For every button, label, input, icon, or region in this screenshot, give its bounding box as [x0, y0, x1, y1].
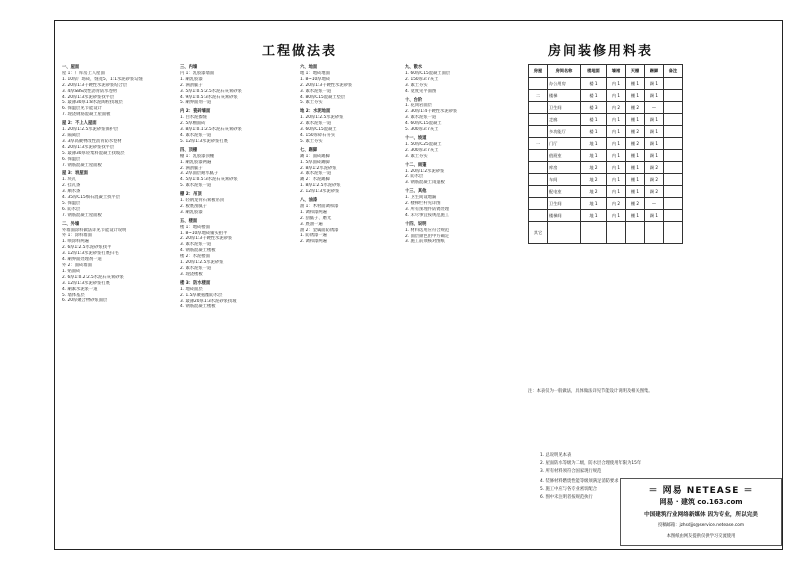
spec-line: 3. 素土夯实: [405, 82, 428, 88]
table-cell: —: [644, 102, 663, 114]
spec-line: 3. 12厚1:3水泥砂浆打底扫毛: [62, 251, 119, 257]
spec-line: 棚 1：乳胶漆顶棚: [180, 153, 215, 159]
table-cell: 踢 1: [644, 78, 663, 90]
spec-line: 地 1：地砖地面: [300, 70, 330, 76]
table-cell: [663, 222, 682, 244]
table-cell: 楼 1: [580, 90, 606, 102]
spec-line: 5. 最薄30厚1:8水泥陶粒找坡层: [62, 100, 123, 106]
section-heading: 三、内墙: [180, 65, 198, 70]
table-cell: 棚 1: [625, 162, 644, 174]
table-cell: 卫生间: [548, 102, 581, 114]
spec-line: 4. 20厚1:3水泥砂浆找平层: [62, 94, 115, 100]
table-row: [529, 114, 683, 126]
spec-line: 内 1：乳胶漆墙面: [180, 70, 215, 76]
spec-line: 4. 未尽事宜按规范施工: [405, 212, 450, 218]
stamp-disclaimer: 本图纸由网友提供仅供学习交流使用: [666, 534, 736, 539]
spec-line: 2. 满刮腻子: [180, 165, 203, 171]
table-cell: 棚 1: [625, 210, 644, 222]
table-cell: 配电室: [548, 186, 581, 198]
table-cell: 内 1: [606, 186, 625, 198]
spec-line: 2. 30厚1:4干硬性水泥砂浆: [405, 109, 458, 115]
table-row: [529, 90, 683, 102]
spec-line: 外 2：面砖墙面: [62, 263, 92, 268]
spec-line: 1. 8~10厚地砖: [300, 76, 331, 82]
table-cell: [529, 114, 548, 126]
spec-line: 1. 20厚1:2.5水泥砂浆: [180, 260, 224, 266]
table-cell: [663, 114, 682, 126]
spec-line: 1. 轻钢龙骨石膏板吊顶: [180, 198, 225, 204]
spec-line: 3. 12厚1:3水泥砂浆打底: [62, 280, 110, 286]
spec-line: 1. 刷乳胶漆: [180, 76, 203, 82]
table-cell: 车间: [548, 174, 581, 186]
table-row: [529, 150, 683, 162]
section-heading: 八、油漆: [300, 198, 318, 204]
table-cell: [606, 222, 625, 244]
spec-line: 2. 满刮腻子: [180, 82, 203, 88]
spec-line: 5. 300厚3:7灰土: [405, 127, 439, 133]
table-cell: [663, 186, 682, 198]
table-cell: 棚 1: [625, 150, 644, 162]
table-cell: 楼梯: [548, 90, 581, 102]
table-row: [529, 210, 683, 222]
header-cell: 天棚: [625, 65, 644, 78]
table-body: [529, 78, 683, 244]
table-cell: 内 1: [606, 138, 625, 150]
spec-line: 1. 20厚1:2.5水泥砂浆: [300, 115, 344, 121]
spec-line: 4. 5厚1:0.5:3水泥石灰膏砂浆: [180, 177, 238, 183]
spec-line: 6. 保温层: [62, 156, 81, 162]
table-cell: 内 1: [606, 126, 625, 138]
table-cell: 楼梯间: [548, 210, 581, 222]
spec-line: 6. 20厚聚合物砂浆面层: [62, 298, 108, 304]
table-cell: [529, 186, 548, 198]
spec-line: 6. 保温层见节能设计: [62, 106, 102, 112]
spec-line: 4. 60厚C15混凝土: [405, 121, 442, 127]
table-row: [529, 138, 683, 150]
spec-line: 1. 花岗岩面层: [405, 103, 432, 109]
spec-line: 2. 面层颜色由甲方确定: [405, 233, 450, 239]
table-cell: 棚 2: [625, 126, 644, 138]
table-cell: 其它: [529, 222, 548, 244]
section-heading: 七、踢脚: [300, 147, 318, 153]
table-cell: 值班室: [548, 150, 581, 162]
spec-line: 7. 钢筋混凝土屋面板: [62, 212, 102, 218]
spec-line: 1. 防锈漆一遍: [300, 233, 327, 239]
spec-line: 5. 素水泥浆一道: [180, 183, 212, 189]
spec-line: 6. 防水层: [62, 206, 81, 212]
section-heading: 地 2：水泥地面: [300, 109, 331, 115]
section-heading: 内 2：瓷砖墙面: [180, 109, 211, 115]
table-cell: 一: [529, 138, 548, 150]
spec-line: 5. 保温层: [62, 200, 81, 206]
spec-line: 2. 300厚3:7灰土: [405, 147, 439, 153]
section-heading: 屋 3：坡屋面: [62, 171, 88, 177]
table-cell: 库房: [548, 162, 581, 174]
spec-line: 5. 素土夯实: [300, 100, 323, 106]
spec-line: 3. 钢筋混凝土雨篷板: [405, 180, 445, 186]
spec-line: 1. 10厚广场砖，缝宽5，1:1水泥砂浆勾缝: [62, 76, 143, 82]
spec-line: 2. 12厚1:3水泥砂浆: [300, 189, 340, 195]
table-cell: [529, 126, 548, 138]
table-row: [529, 174, 683, 186]
table-cell: 棚 2: [625, 198, 644, 210]
spec-line: 3. 底油一遍: [300, 221, 323, 227]
table-cell: [663, 138, 682, 150]
table-cell: [625, 222, 644, 244]
header-cell: 墙裙: [606, 65, 625, 78]
spec-line: 5. 墙体基层: [62, 292, 85, 298]
spec-line: 2. 6厚1:2.5水泥砂浆找平: [62, 245, 112, 251]
spec-line: 1. 8厚1:2.5水泥砂浆: [300, 183, 341, 189]
spec-line: 5. 12厚1:3水泥砂浆打底: [180, 138, 228, 144]
table-cell: 内 1: [606, 162, 625, 174]
section-heading: 屋 2：不上人屋面: [62, 121, 97, 127]
finish-schedule-table: [528, 64, 683, 244]
header-cell: 房屋: [529, 65, 548, 78]
section-heading: 十一、坡道: [405, 135, 427, 141]
table-cell: 地 1: [580, 150, 606, 162]
table-cell: 内 1: [606, 78, 625, 90]
section-heading: 十三、其他: [405, 189, 427, 195]
spec-line: 2. 5厚釉面砖: [180, 121, 206, 127]
spec-line: 3. 3厚高聚物改性沥青防水卷材: [62, 138, 122, 144]
spec-line: 2. 防水层: [405, 174, 424, 180]
table-cell: [663, 150, 682, 162]
table-cell: [529, 198, 548, 210]
spec-line: 2. 20厚1:3干硬性水泥砂浆: [300, 82, 353, 88]
spec-line: 3. 现浇楼板: [180, 271, 203, 277]
spec-line: 踢 2：水泥踢脚: [300, 177, 330, 183]
spec-line: 1. 刷乳胶漆两遍: [180, 159, 212, 165]
table-header-row: [529, 65, 683, 78]
spec-line: 2. 挂瓦条: [62, 183, 81, 189]
spec-line: 屋 1：厂库房上人屋面: [62, 70, 105, 76]
spec-column-4: [405, 62, 505, 245]
table-cell: 办公用房: [548, 78, 581, 90]
spec-line: 1. 5厚面砖踢脚: [300, 159, 330, 165]
spec-column-2: [180, 62, 290, 310]
spec-line: 2. 8厚1:2水泥砂浆: [300, 165, 337, 171]
spec-line: 2. 6厚1:0.2:2.5水泥石灰膏砂浆: [62, 274, 124, 280]
table-cell: 踢 1: [644, 90, 663, 102]
section-heading: 六、地面: [300, 65, 318, 70]
stamp-site: 网易 · 建筑 co.163.com: [659, 498, 743, 506]
table-cell: 踢 1: [644, 114, 663, 126]
spec-column-3: [300, 62, 400, 245]
stamp-slogan: 中国建筑行业网络新媒体 因为专业，所以完美: [644, 512, 758, 518]
spec-line: 3. 素水泥浆一道: [300, 171, 332, 177]
spec-line: 4. 刷界面处理剂一道: [62, 257, 102, 263]
spec-line: 外墙面涂料做法详见节能设计说明: [62, 227, 127, 233]
section-heading: 楼 3：防水楼面: [180, 280, 211, 286]
spec-line: 4. 宽度见平面图: [405, 88, 437, 94]
header-cell: 楼地面: [580, 65, 606, 78]
spec-line: 1. 贴面砖: [62, 268, 81, 274]
right-table-title: 房间装修用料表: [548, 44, 654, 59]
table-cell: 多功能厅: [548, 126, 581, 138]
spec-line: 1. 60厚C15混凝土面层: [405, 70, 451, 76]
section-heading: 五、楼面: [180, 218, 198, 224]
table-cell: 地 2: [580, 186, 606, 198]
stamp-email: 投稿邮箱：jzhsdjjs@service.netease.com: [657, 523, 745, 528]
table-cell: [529, 174, 548, 186]
table-cell: 踢 1: [644, 126, 663, 138]
table-cell: 二: [529, 90, 548, 102]
table-cell: 楼 1: [580, 126, 606, 138]
section-heading: 九、散水: [405, 65, 423, 70]
spec-line: 2. 150厚3:7灰土: [405, 76, 439, 82]
note-line: 4. 装修材料燃烧性能等级须满足消防要求: [540, 479, 619, 484]
spec-line: 5. 最薄30厚轻集料混凝土找坡层: [62, 150, 125, 156]
table-cell: [663, 210, 682, 222]
spec-line: 2. 素水泥浆一道: [300, 121, 332, 127]
spec-line: 2. 1.5厚聚氨酯防水层: [180, 292, 223, 298]
spec-line: 4. 素水泥浆一道: [180, 132, 212, 138]
section-heading: 十四、说明: [405, 221, 427, 227]
section-heading: 十二、雨篷: [405, 162, 427, 168]
spec-line: 1. 20厚1:2.5水泥砂浆保护层: [62, 127, 119, 133]
table-cell: 棚 2: [625, 138, 644, 150]
table-cell: [663, 198, 682, 210]
spec-line: 楼 1：地砖楼面: [180, 224, 210, 230]
spec-line: 1. 块瓦: [62, 177, 77, 183]
spec-line: 3. 素水泥浆一道: [180, 242, 212, 248]
spec-line: 3. 60厚C15混凝土: [300, 127, 337, 133]
spec-line: 2. 楼梯栏杆见详图: [405, 201, 441, 207]
spec-line: 油 2：金属面防锈漆: [300, 227, 339, 233]
spec-line: 4. 钢筋混凝土楼板: [180, 248, 216, 254]
table-cell: 棚 1: [625, 174, 644, 186]
table-cell: [529, 150, 548, 162]
spec-line: 3. 素水泥浆一道: [405, 115, 437, 121]
table-cell: 地 1: [580, 198, 606, 210]
table-cell: —: [644, 198, 663, 210]
spec-line: 油 1：木材面调和漆: [300, 203, 339, 209]
spec-line: 3. 素土夯实: [405, 153, 428, 159]
spec-line: 4. 刷素水泥浆一道: [62, 286, 98, 292]
table-cell: [663, 90, 682, 102]
table-cell: 踢 2: [644, 186, 663, 198]
spec-line: 2. 素水泥浆一道: [180, 266, 212, 271]
table-cell: [529, 210, 548, 222]
spec-line: 2. 板底刮腻子: [180, 203, 207, 209]
table-cell: 内 1: [606, 150, 625, 162]
spec-line: 1. 地砖面层: [180, 286, 203, 292]
spec-line: 5. 刷界面剂一道: [180, 100, 212, 106]
note-line: 注：本表仅为一般做法，具体做法详见节能设计说明及相关图集。: [528, 389, 653, 394]
spec-line: 4. 150厚碎石夯实: [300, 132, 336, 138]
spec-line: 1. 50厚C25混凝土: [405, 141, 442, 147]
table-cell: 楼 1: [580, 114, 606, 126]
spec-column-1: [62, 62, 172, 304]
table-cell: 楼 1: [580, 78, 606, 90]
section-heading: 二、外墙: [62, 221, 80, 227]
spec-line: 1. 调和漆两遍: [300, 209, 327, 215]
spec-line: 1. 卫生间设地漏: [405, 195, 437, 201]
table-cell: [548, 222, 581, 244]
table-cell: 内 2: [606, 198, 625, 210]
table-row: [529, 78, 683, 90]
spec-line: 2. 隔离层: [62, 132, 81, 138]
table-cell: 地 1: [580, 138, 606, 150]
spec-line: 楼 2：水泥楼面: [180, 254, 210, 260]
table-cell: [580, 222, 606, 244]
section-heading: 一、屋面: [62, 65, 80, 70]
table-cell: [644, 222, 663, 244]
table-cell: 踢 1: [644, 138, 663, 150]
spec-line: 外 1：涂料墙面: [62, 233, 92, 239]
table-cell: [529, 162, 548, 174]
section-heading: 十、台阶: [405, 97, 423, 103]
spec-line: 4. 9厚1:0.5:3水泥石灰膏砂浆: [180, 94, 238, 100]
spec-line: 7. 现浇钢筋混凝土屋面板: [62, 112, 111, 118]
note-line: 6. 图中未注明者按规范执行: [540, 495, 593, 500]
table-cell: [663, 174, 682, 186]
header-cell: 备注: [663, 65, 682, 78]
spec-line: 1. 20厚1:2水泥砂浆: [405, 168, 445, 174]
spec-line: 4. 20厚1:3水泥砂浆找平层: [62, 144, 115, 150]
spec-line: 1. 白水泥擦缝: [180, 115, 207, 121]
spec-line: 2. 刮腻子、磨光: [300, 215, 332, 221]
table-cell: 踢 1: [644, 210, 663, 222]
table-cell: 卫生间: [548, 198, 581, 210]
stamp-brand: ＝ 网易 NETEASE ＝: [648, 486, 754, 496]
table-cell: [663, 162, 682, 174]
spec-line: 3. 顺水条: [62, 189, 81, 195]
table-cell: 门厅: [548, 138, 581, 150]
spec-line: 3. 2厚面层耐水腻子: [180, 171, 219, 177]
table-cell: 踢 2: [644, 162, 663, 174]
table-row: [529, 126, 683, 138]
table-cell: 内 2: [606, 102, 625, 114]
spec-line: 1. 材料选用应符合规范: [405, 227, 450, 233]
table-cell: 内 1: [606, 210, 625, 222]
table-cell: [529, 102, 548, 114]
spec-line: 3. 所有预埋件防锈处理: [405, 206, 450, 212]
table-cell: 棚 1: [625, 90, 644, 102]
table-cell: 棚 1: [625, 186, 644, 198]
spec-line: 5. 素土夯实: [300, 138, 323, 144]
table-cell: 内 1: [606, 174, 625, 186]
table-row: [529, 186, 683, 198]
table-cell: 内 1: [606, 114, 625, 126]
table-cell: [663, 126, 682, 138]
table-cell: [663, 102, 682, 114]
table-cell: [663, 78, 682, 90]
spec-line: 踢 1：面砖踢脚: [300, 153, 330, 159]
spec-line: 1. 8~10厚地砖铺实拍平: [180, 230, 228, 236]
spec-line: 3. 8厚1:0.1:2.5水泥石灰膏砂浆: [180, 127, 242, 133]
table-row: [529, 198, 683, 210]
spec-line: 2. 20厚1:3干硬性水泥砂浆: [180, 236, 233, 242]
table-cell: 内 1: [606, 90, 625, 102]
spec-line: 7. 钢筋混凝土屋面板: [62, 162, 102, 168]
spec-line: 3. 刷乳胶漆: [180, 209, 203, 215]
table-cell: 踢 2: [644, 174, 663, 186]
spec-line: 4. 80厚C15混凝土垫层: [300, 94, 346, 100]
spec-line: 3. 5厚1:0.5:2.5水泥石灰膏砂浆: [180, 88, 242, 94]
table-cell: 踢 1: [644, 150, 663, 162]
spec-line: 3. 素水泥浆一道: [300, 88, 332, 94]
section-heading: 四、顶棚: [180, 147, 198, 153]
table-cell: 棚 1: [625, 114, 644, 126]
table-cell: 地 2: [580, 162, 606, 174]
header-cell: 房间名称: [548, 65, 581, 78]
spec-line: 3. 最薄20厚1:3水泥砂浆找坡: [180, 298, 237, 304]
table-cell: 棚 1: [625, 78, 644, 90]
left-table-title: 工程做法表: [262, 44, 338, 59]
spec-line: 3. 施工前须核对图纸: [405, 239, 445, 245]
table-cell: 地 1: [580, 210, 606, 222]
section-heading: 棚 2：吊顶: [180, 192, 202, 198]
note-line: 3. 所有材料须符合国家现行规范: [540, 469, 602, 474]
table-cell: 棚 2: [625, 102, 644, 114]
table-cell: 楼 3: [580, 102, 606, 114]
spec-line: 2. 调和漆两遍: [300, 239, 327, 245]
table-row: [529, 162, 683, 174]
spec-line: 1. 喷涂料两遍: [62, 239, 89, 245]
note-line: 2. 屋面防水等级为二级，防水层合理使用年限为15年: [540, 461, 642, 466]
spec-line: 4. 35厚C15细石混凝土找平层: [62, 195, 121, 201]
table-row: [529, 222, 683, 244]
netease-watermark-stamp: [620, 478, 782, 546]
table-cell: 地 2: [580, 174, 606, 186]
table-row: [529, 102, 683, 114]
spec-line: 2. 20厚1:3干硬性水泥砂浆结合层: [62, 82, 128, 88]
spec-line: 3. 4厚SBS改性沥青防水卷材: [62, 88, 118, 94]
spec-line: 4. 钢筋混凝土楼板: [180, 304, 216, 310]
note-line: 5. 施工中应与各专业密切配合: [540, 487, 598, 492]
table-cell: 走廊: [548, 114, 581, 126]
note-line: 1. 总说明见本表: [540, 453, 572, 458]
header-cell: 踢脚: [644, 65, 663, 78]
table-cell: [529, 78, 548, 90]
